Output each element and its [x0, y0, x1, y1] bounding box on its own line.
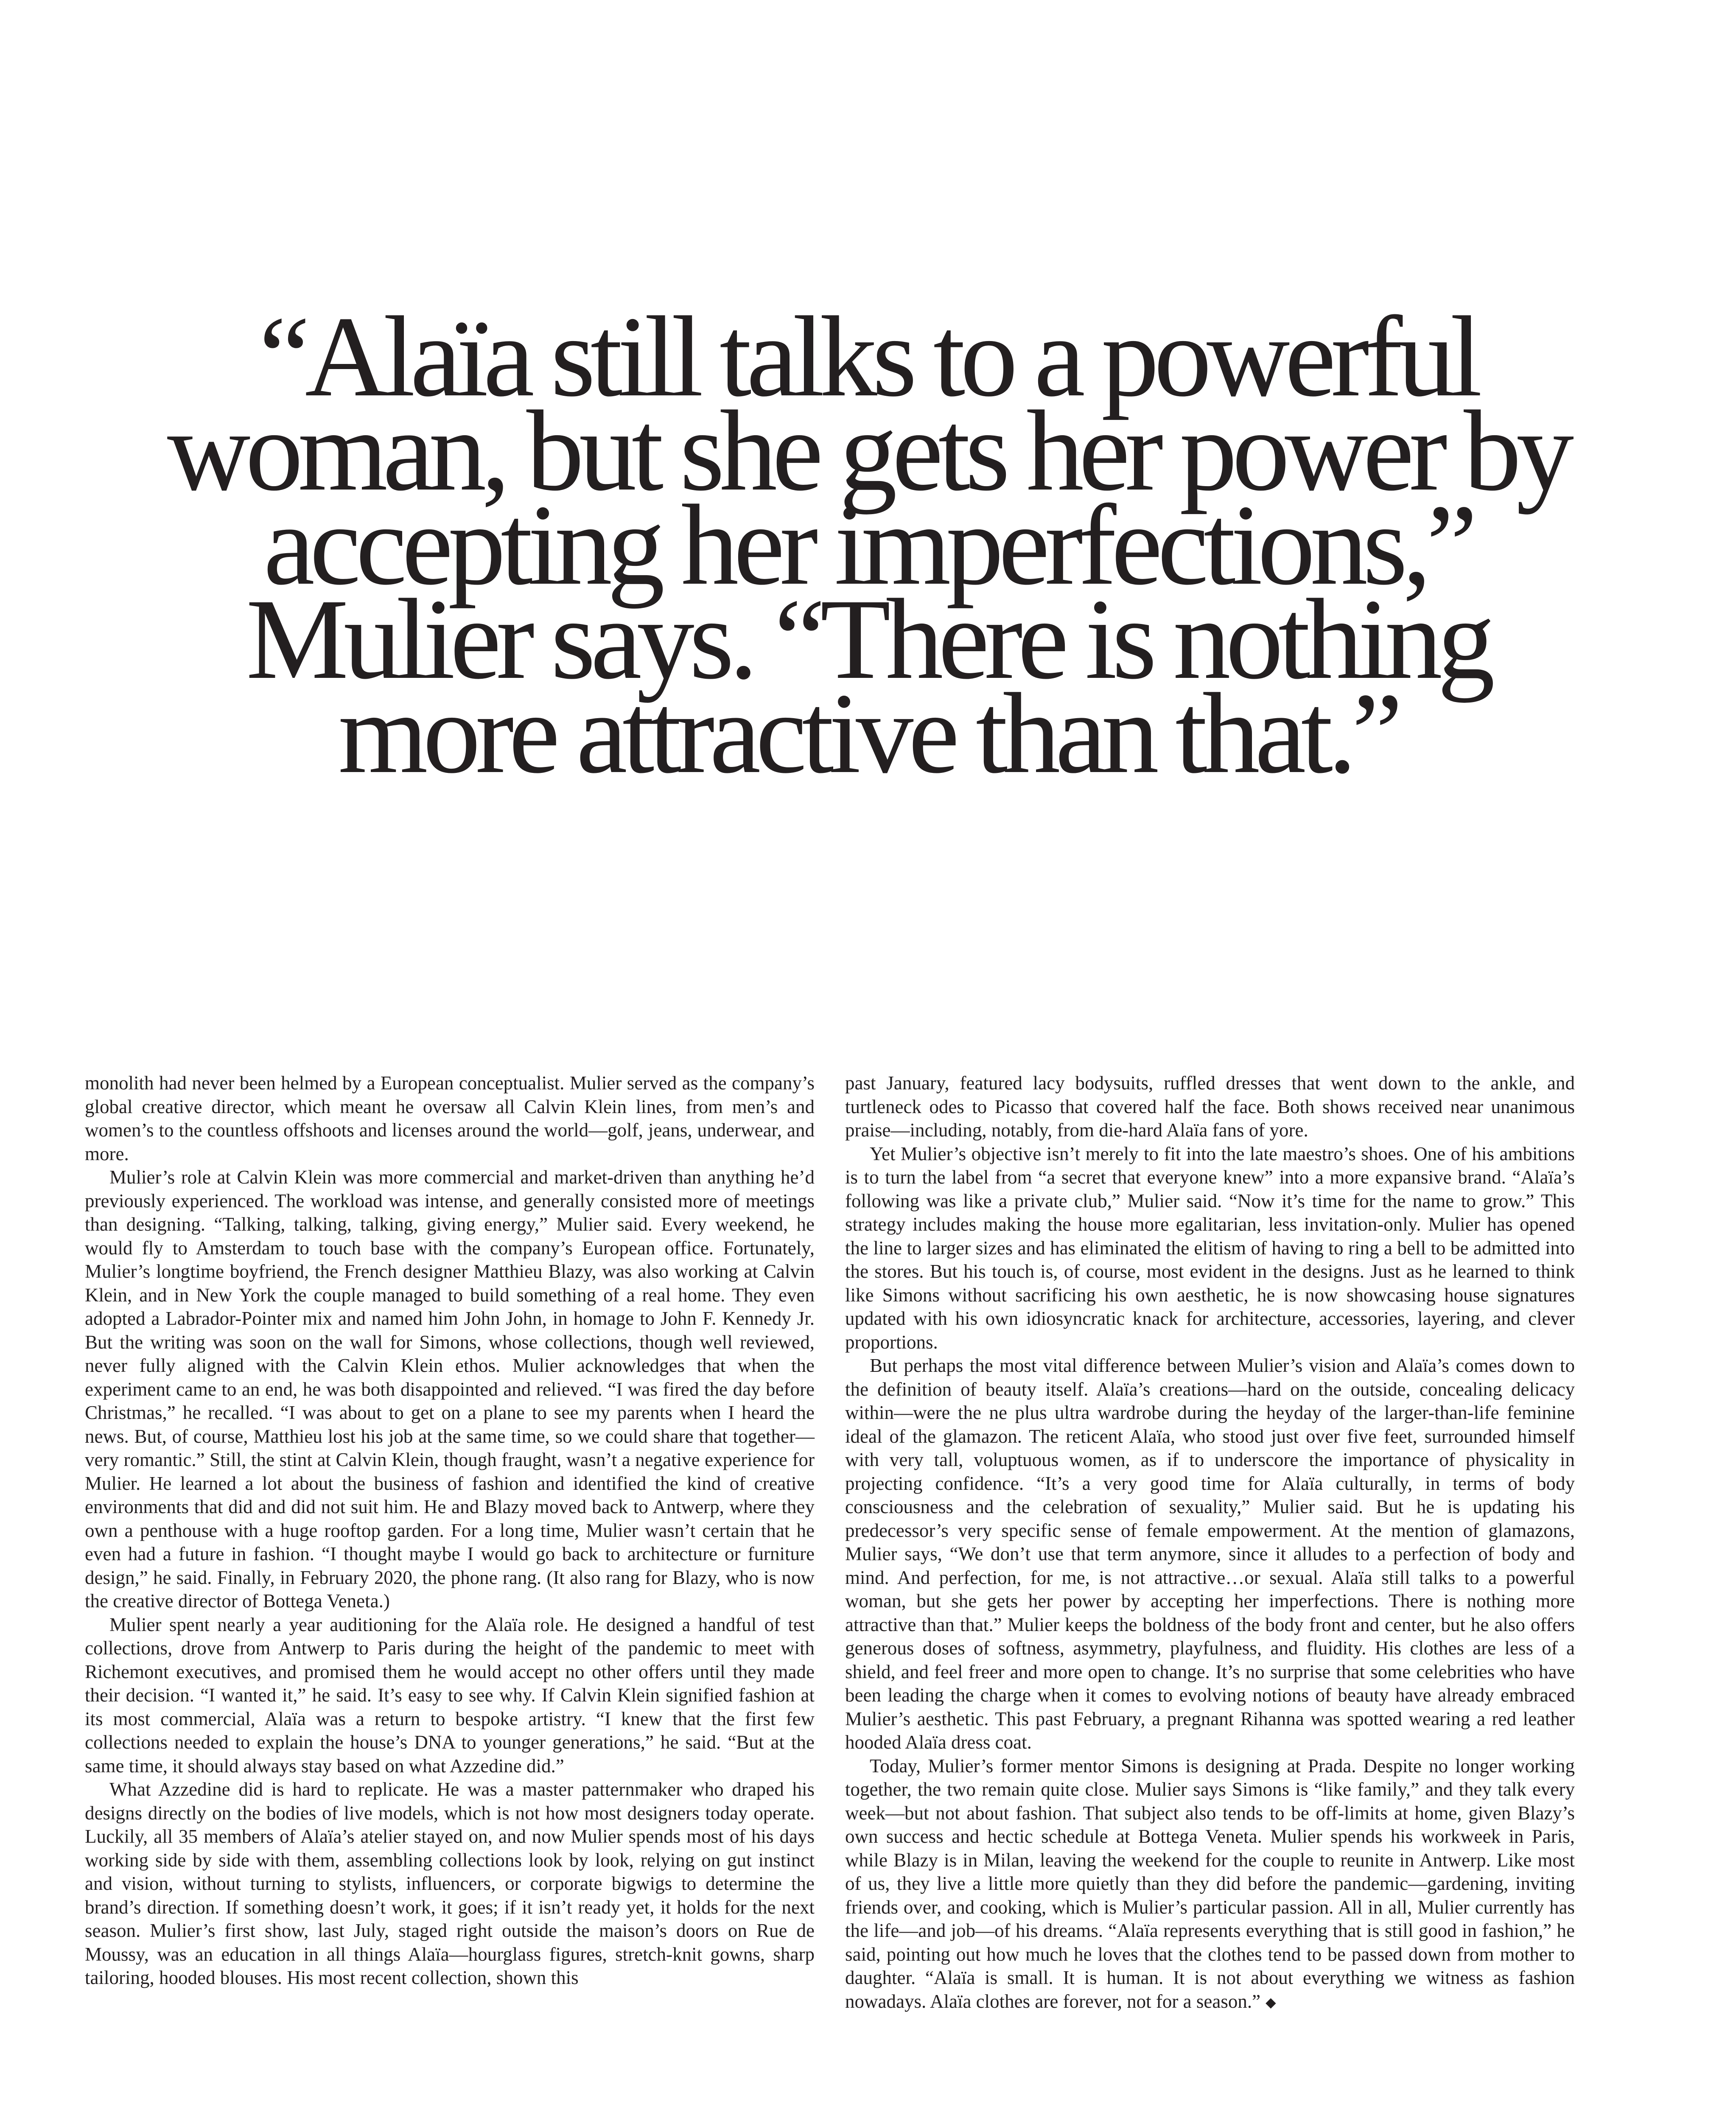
article-paragraph: Yet Mulier’s objective isn’t merely to fit into the late maestro’s shoes. One of his ambitions is to turn the label from “a secret that everyone knew” into a more expansive brand. “Alaïa’s following was like a private club,” Mulier said. “Now it’s time for the name to grow.” This strategy includes making the house more egalitarian, less invitation-only. Mulier has opened the line to larger sizes and has eliminated the elitism of having to ring a bell to be admitted into the stores. But his touch is, of course, most evident in the designs. Just as he learned to think like Simons without sacrificing his own aesthetic, he is now showcasing house signatures updated with his own idiosyncratic knack for architecture, accessories, layering, and clever proportions.: [845, 1143, 1575, 1353]
article-column-right: [845, 1072, 1575, 2014]
article-paragraph: Mulier’s role at Calvin Klein was more commercial and market-driven than anything he’d previously experienced. The workload was intense, and generally consisted more of meetings than designing. “Talking, talking, talking, giving energy,” Mulier said. Every weekend, he would fly to Amsterdam to touch base with the company’s European office. Fortunately, Mulier’s longtime boyfriend, the French designer Matthieu Blazy, was also working at Calvin Klein, and in New York the couple managed to build something of a real home. They even adopted a Labrador-Pointer mix and named him John John, in homage to John F. Kennedy Jr. But the writing was soon on the wall for Simons, whose collections, though well reviewed, never fully aligned with the Calvin Klein ethos. Mulier acknowledges that when the experiment came to an end, he was both disappointed and relieved. “I was fired the day before Christmas,” he recalled. “I was about to get on a plane to see my parents when I heard the news. But, of course, Matthieu lost his job at the same time, so we could share that together—very romantic.” Still, the stint at Calvin Klein, though fraught, wasn’t a negative experience for Mulier. He learned a lot about the business of fashion and identified the kind of creative environments that did and did not suit him. He and Blazy moved back to Antwerp, where they own a penthouse with a huge rooftop garden. For a long time, Mulier wasn’t certain that he even had a future in fashion. “I thought maybe I would go back to architecture or furniture design,” he said. Finally, in February 2020, the phone rang. (It also rang for Blazy, who is now the creative director of Bottega Veneta.): [85, 1167, 815, 1612]
article-paragraph: Mulier spent nearly a year auditioning for the Alaïa role. He designed a handful of test collections, drove from Antwerp to Paris during the height of the pandemic to meet with Richemont executives, and promised them he would accept no other offers until they made their decision. “I wanted it,” he said. It’s easy to see why. If Calvin Klein signified fashion at its most commercial, Alaïa was a return to bespoke artistry. “I knew that the first few collections needed to explain the house’s DNA to younger generations,” he said. “But at the same time, it should always stay based on what Azzedine did.”: [85, 1614, 815, 1777]
end-of-article-diamond-icon: ◆: [1266, 1994, 1276, 2010]
pull-quote-line: Mulier says. “There is nothing: [246, 575, 1490, 703]
article-column-left: [85, 1072, 815, 1990]
article-paragraph: But perhaps the most vital difference between Mulier’s vision and Alaïa’s comes down to the definition of beauty itself. Alaïa’s creations—hard on the outside, concealing delicacy within—were the ne plus ultra wardrobe during the heyday of the larger-than-life feminine ideal of the glamazon. The reticent Alaïa, who stood just over five feet, surrounded himself with very tall, voluptuous women, as if to underscore the importance of physicality in projecting confidence. “It’s a very good time for Alaïa culturally, in terms of body consciousness and the celebration of sexuality,” Mulier said. But he is updating his predecessor’s very specific sense of female empowerment. At the mention of glamazons, Mulier says, “We don’t use that term anymore, since it alludes to a perfection of body and mind. And perfection, for me, is not attractive…or sexual. Alaïa still talks to a powerful woman, but she gets her power by accepting her imperfections. There is nothing more attractive than that.” Mulier keeps the boldness of the body front and center, but he also offers generous doses of softness, asymmetry, playfulness, and fluidity. His clothes are less of a shield, and feel freer and more open to change. It’s no surprise that some celebrities who have been leading the charge when it comes to evolving notions of beauty have already embraced Mulier’s aesthetic. This past February, a pregnant Rihanna was spotted wearing a red leather hooded Alaïa dress coat.: [845, 1355, 1575, 1753]
article-paragraph: past January, featured lacy bodysuits, ruffled dresses that went down to the ankle, and turtleneck odes to Picasso that covered half the face. Both shows received near unanimous praise—including, notably, from die-hard Alaïa fans of yore.: [845, 1072, 1575, 1141]
article-paragraph: What Azzedine did is hard to replicate. He was a master patternmaker who draped his designs directly on the bodies of live models, which is not how most designers today operate. Luckily, all 35 members of Alaïa’s atelier stayed on, and now Mulier spends most of his days working side by side with them, assembling collections look by look, relying on gut instinct and vision, without turning to stylists, influencers, or corporate bigwigs to determine the brand’s direction. If something doesn’t work, it goes; if it isn’t ready yet, it holds for the next season. Mulier’s first show, last July, staged right outside the maison’s doors on Rue de Moussy, was an education in all things Alaïa—hourglass figures, stretch-knit gowns, sharp tailoring, hooded blouses. His most recent collection, shown this: [85, 1779, 815, 1988]
pull-quote-line: more attractive than that.”: [338, 669, 1398, 797]
pull-quote-line: woman, but she gets her power by: [167, 387, 1569, 515]
pull-quote-line: accepting her imperfections,”: [263, 481, 1473, 609]
article-paragraph: [845, 1754, 1575, 2015]
pull-quote: [85, 293, 1651, 797]
pull-quote-line: “Alaïa still talks to a powerful: [259, 293, 1477, 420]
article-paragraph: monolith had never been helmed by a European conceptualist. Mulier served as the company’s global creative director, which meant he oversaw all Calvin Klein lines, from men’s and women’s to the countless offshoots and licenses around the world—golf, jeans, underwear, and more.: [85, 1072, 815, 1164]
article-paragraph-text: Today, Mulier’s former mentor Simons is designing at Prada. Despite no longer working together, the two remain quite close. Mulier says Simons is “like family,” and they talk every week—but not about fashion. That subject also tends to be off-limits at home, given Blazy’s own success and hectic schedule at Bottega Veneta. Mulier spends his workweek in Paris, while Blazy is in Milan, leaving the weekend for the couple to reunite in Antwerp. Like most of us, they live a little more quietly than they did before the pandemic—gardening, inviting friends over, and cooking, which is Mulier’s particular passion. All in all, Mulier currently has the life—and job—of his dreams. “Alaïa represents everything that is still good in fashion,” he said, pointing out how much he loves that the clothes tend to be passed down from mother to daughter. “Alaïa is small. It is human. It is not about everything we witness as fashion nowadays. Alaïa clothes are forever, not for a season.”: [845, 1755, 1575, 2012]
